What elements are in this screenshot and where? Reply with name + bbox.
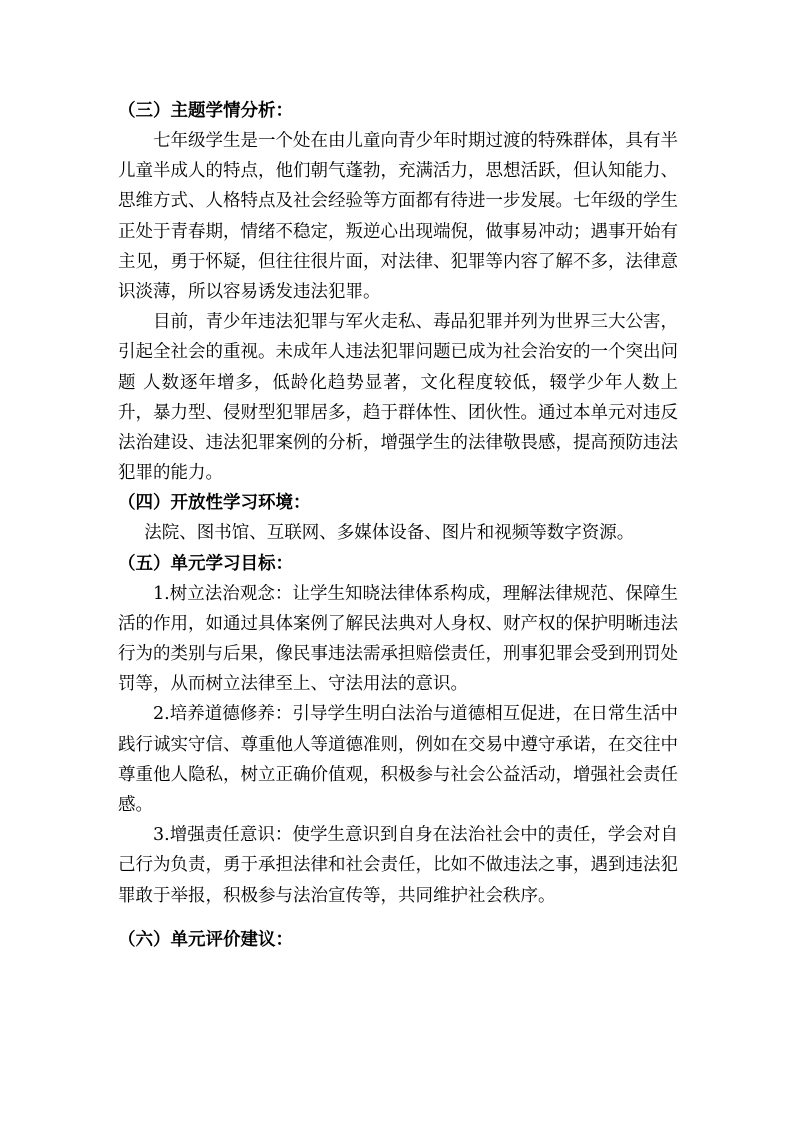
paragraph-learner-analysis-1: 七年级学生是一个处在由儿童向青少年时期过渡的特殊群体，具有半儿童半成人的特点，他们朝气蓬勃，充满活力，思想活跃，但认知能力、思维方式、人格特点及社会经验等方面都有待进一步发展。七年级的学生正处于青春期，情绪不稳定，叛逆心出现端倪，做事易冲动；遇事开始有主见，勇于怀疑，但往往很片面，对法律、犯罪等内容了解不多，法律意识淡薄，所以容易诱发违法犯罪。 [118, 131, 678, 303]
section-heading-4: （四）开放性学习环境： [118, 493, 311, 514]
paragraph-learning-environment: 法院、图书馆、互联网、多媒体设备、图片和视频等数字资源。 [144, 523, 635, 544]
section-heading-3: （三）主题学情分析： [118, 101, 293, 121]
paragraph-learner-analysis-2: 目前，青少年违法犯罪与军火走私、毒品犯罪并列为世界三大公害，引起全社会的重视。未成年人违法犯罪问题已成为社会治安的一个突出问题 人数逐年增多，低龄化趋势显著，文化程度较低，辍学少年人数上升，暴力型、侵财型犯罪居多，趋于群体性、团伙性。通过本单元对违反法治建设、违法犯罪案例的分析，增强学生的法律敬畏感，提高预防违法犯罪的能力。 [118, 312, 678, 484]
section-heading-6: （六）单元评价建议： [118, 929, 293, 950]
paragraph-goal-2: 2.培养道德修养：引导学生明白法治与道德相互促进，在日常生活中践行诚实守信、尊重他人等道德准则，例如在交易中遵守承诺，在交往中尊重他人隐私，树立正确价值观，积极参与社会公益活动，增强社会责任感。 [118, 704, 678, 816]
section-heading-5: （五）单元学习目标： [118, 553, 293, 574]
paragraph-goal-1: 1.树立法治观念：让学生知晓法律体系构成，理解法律规范、保障生活的作用，如通过具体案例了解民法典对人身权、财产权的保护明晰违法行为的类别与后果，像民事违法需承担赔偿责任，刑事犯罪会受到刑罚处罚等，从而树立法律至上、守法用法的意识。 [118, 583, 678, 695]
paragraph-goal-3: 3.增强责任意识：使学生意识到自身在法治社会中的责任，学会对自己行为负责，勇于承担法律和社会责任，比如不做违法之事，遇到违法犯罪敢于举报，积极参与法治宣传等，共同维护社会秩序。 [118, 825, 678, 906]
